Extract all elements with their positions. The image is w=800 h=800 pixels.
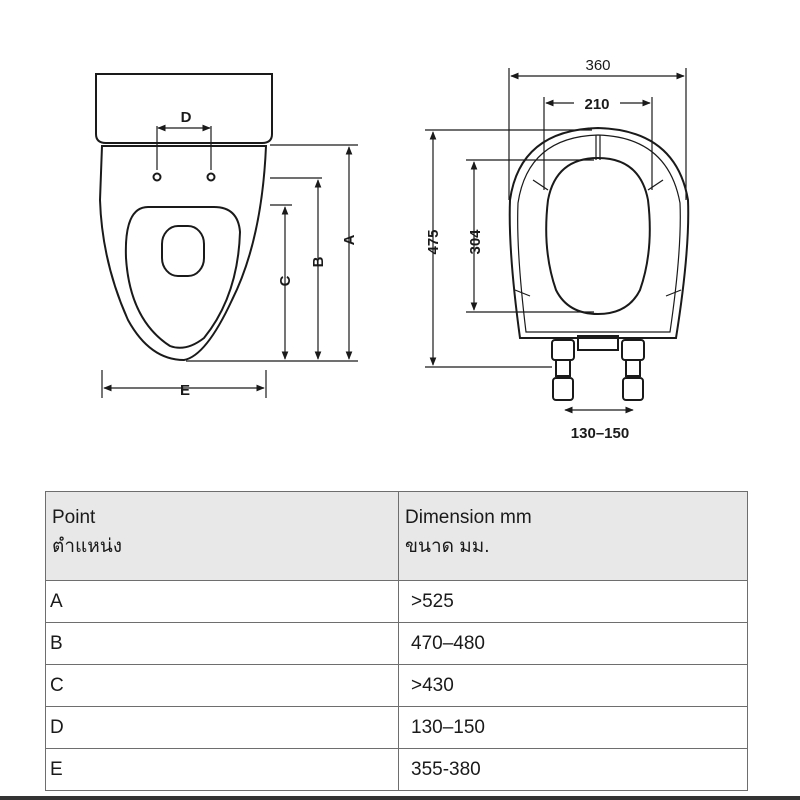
bowl-opening	[162, 226, 204, 276]
hinge-left	[552, 340, 574, 400]
label-210: 210	[584, 96, 610, 113]
side-view-labels	[180, 109, 358, 399]
label-304: 304	[467, 229, 484, 255]
table-row	[46, 623, 748, 665]
cell-value: 355-380	[399, 749, 748, 791]
header-dimension	[399, 492, 748, 581]
label-130-150: 130–150	[570, 425, 630, 442]
seat-lid-inner	[518, 135, 681, 332]
label-a: A	[341, 234, 358, 246]
cell-value: >525	[399, 581, 748, 623]
cell-point: B	[46, 623, 399, 665]
bottom-divider	[0, 796, 800, 800]
label-475: 475	[425, 229, 442, 255]
label-d: D	[180, 109, 192, 126]
header-point-th: ตำแหน่ง	[52, 536, 123, 557]
table-row	[46, 749, 748, 791]
header-point-en: Point	[52, 507, 96, 528]
label-c: C	[277, 275, 294, 287]
cell-point: A	[46, 581, 399, 623]
cell-value: >430	[399, 665, 748, 707]
seat-outline	[126, 207, 240, 348]
label-e: E	[179, 382, 191, 399]
table-row	[46, 665, 748, 707]
table-header-row	[46, 492, 748, 581]
top-view-drawing	[510, 128, 689, 400]
cell-point: D	[46, 707, 399, 749]
top-view-dimensions	[425, 68, 686, 410]
table-row	[46, 707, 748, 749]
table-row	[46, 581, 748, 623]
header-dimension-en: Dimension mm	[405, 507, 532, 528]
header-dimension-th: ขนาด มม.	[405, 536, 490, 557]
cell-value: 470–480	[399, 623, 748, 665]
cell-point: C	[46, 665, 399, 707]
header-point	[46, 492, 399, 581]
top-view-labels	[425, 57, 629, 442]
hinge-right	[622, 340, 644, 400]
label-360: 360	[585, 57, 611, 74]
dimension-table	[45, 491, 748, 791]
seat-opening	[546, 158, 650, 314]
cell-value: 130–150	[399, 707, 748, 749]
cell-point: E	[46, 749, 399, 791]
label-b: B	[310, 256, 327, 268]
bolt-hole-right	[208, 174, 215, 181]
bolt-hole-left	[154, 174, 161, 181]
